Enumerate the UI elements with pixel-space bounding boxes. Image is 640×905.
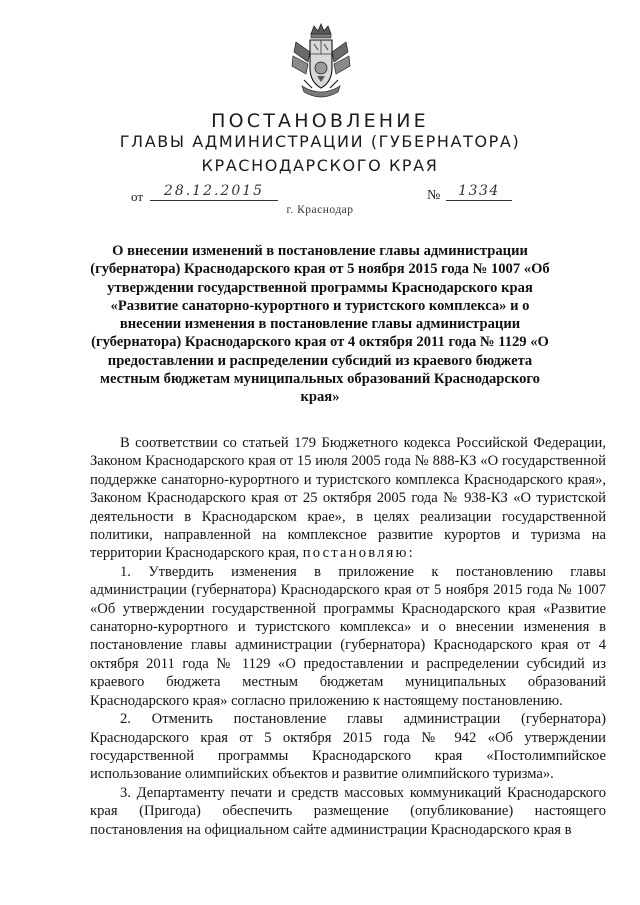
document-number: 1334 bbox=[446, 183, 512, 201]
doc-type-heading: ПОСТАНОВЛЕНИЕ bbox=[211, 110, 429, 132]
issuer-heading: ГЛАВЫ АДМИНИСТРАЦИИ (ГУБЕРНАТОРА) bbox=[119, 132, 521, 151]
city-label: г. Краснодар bbox=[286, 204, 354, 216]
clause-2: 2. Отменить постановление главы администрации (губернатора) Краснодарского края от 5 октября 2015 года № 942 «Об утверждении государственной программы Краснодарского края «Постолимпийское использование олимпийских объектов и развитие олимпийского туризма». bbox=[90, 711, 606, 783]
date-prefix: от bbox=[131, 189, 144, 204]
clause-1: 1. Утвердить изменения в приложение к постановлению главы администрации (губернатора) Краснодарского края от 5 ноября 2015 года № 1007 «Об утверждении государственной программы Краснодарского края «Развитие санаторно-курортного и туристского комплекса» и о внесении изменения в постановление главы администрации (губернатора) Краснодарского края от 4 октября 2011 года № 1129 «О предоставлении и распределении субсидий из краевого бюджета местным бюджетам муниципальных образований Краснодарского края» согласно приложению к настоящему постановлению. bbox=[90, 563, 606, 709]
decree-title: О внесении изменений в постановление главы администрации (губернатора) Краснодарского края от 5 ноября 2015 года № 1007 «Об утверждении государственной программы Краснодарского края «Развитие санаторно-курортного и туристского комплекса» и о внесении изменения в постановление главы администрации (губернатора) Краснодарского края от 4 октября 2011 года № 1129 «О предоставлении и распределении субсидий из краевого бюджета местным бюджетам муниципальных образований Краснодарского края» bbox=[90, 243, 550, 406]
preamble-text: В соответствии со статьей 179 Бюджетного кодекса Российской Федерации, Законом Краснодарского края от 15 июля 2005 года № 888-КЗ «О государственной поддержке санаторно-курортного и туристского комплекса Краснодарского края», Законом Краснодарского края от 25 октября 2005 года № 938-КЗ «О туристской деятельности в Краснодарском крае», в целях реализации государственной политики, направленной на комплексное развитие курортов и туризма на территории Краснодарского края, bbox=[90, 435, 606, 562]
number-prefix: № bbox=[427, 188, 441, 203]
decree-body bbox=[90, 434, 606, 839]
clause-3: 3. Департаменту печати и средств массовых коммуникаций Краснодарского края (Пригода) обеспечить размещение (опубликование) настоящего постановления на официальном сайте администрации Краснодарского края в bbox=[90, 784, 606, 838]
preamble-paragraph bbox=[90, 434, 606, 563]
region-heading: КРАСНОДАРСКОГО КРАЯ bbox=[201, 156, 439, 175]
krasnodar-coat-of-arms-icon bbox=[290, 22, 352, 100]
signature-date: 28.12.2015 bbox=[150, 183, 278, 201]
decree-word: постановляю: bbox=[302, 545, 415, 562]
